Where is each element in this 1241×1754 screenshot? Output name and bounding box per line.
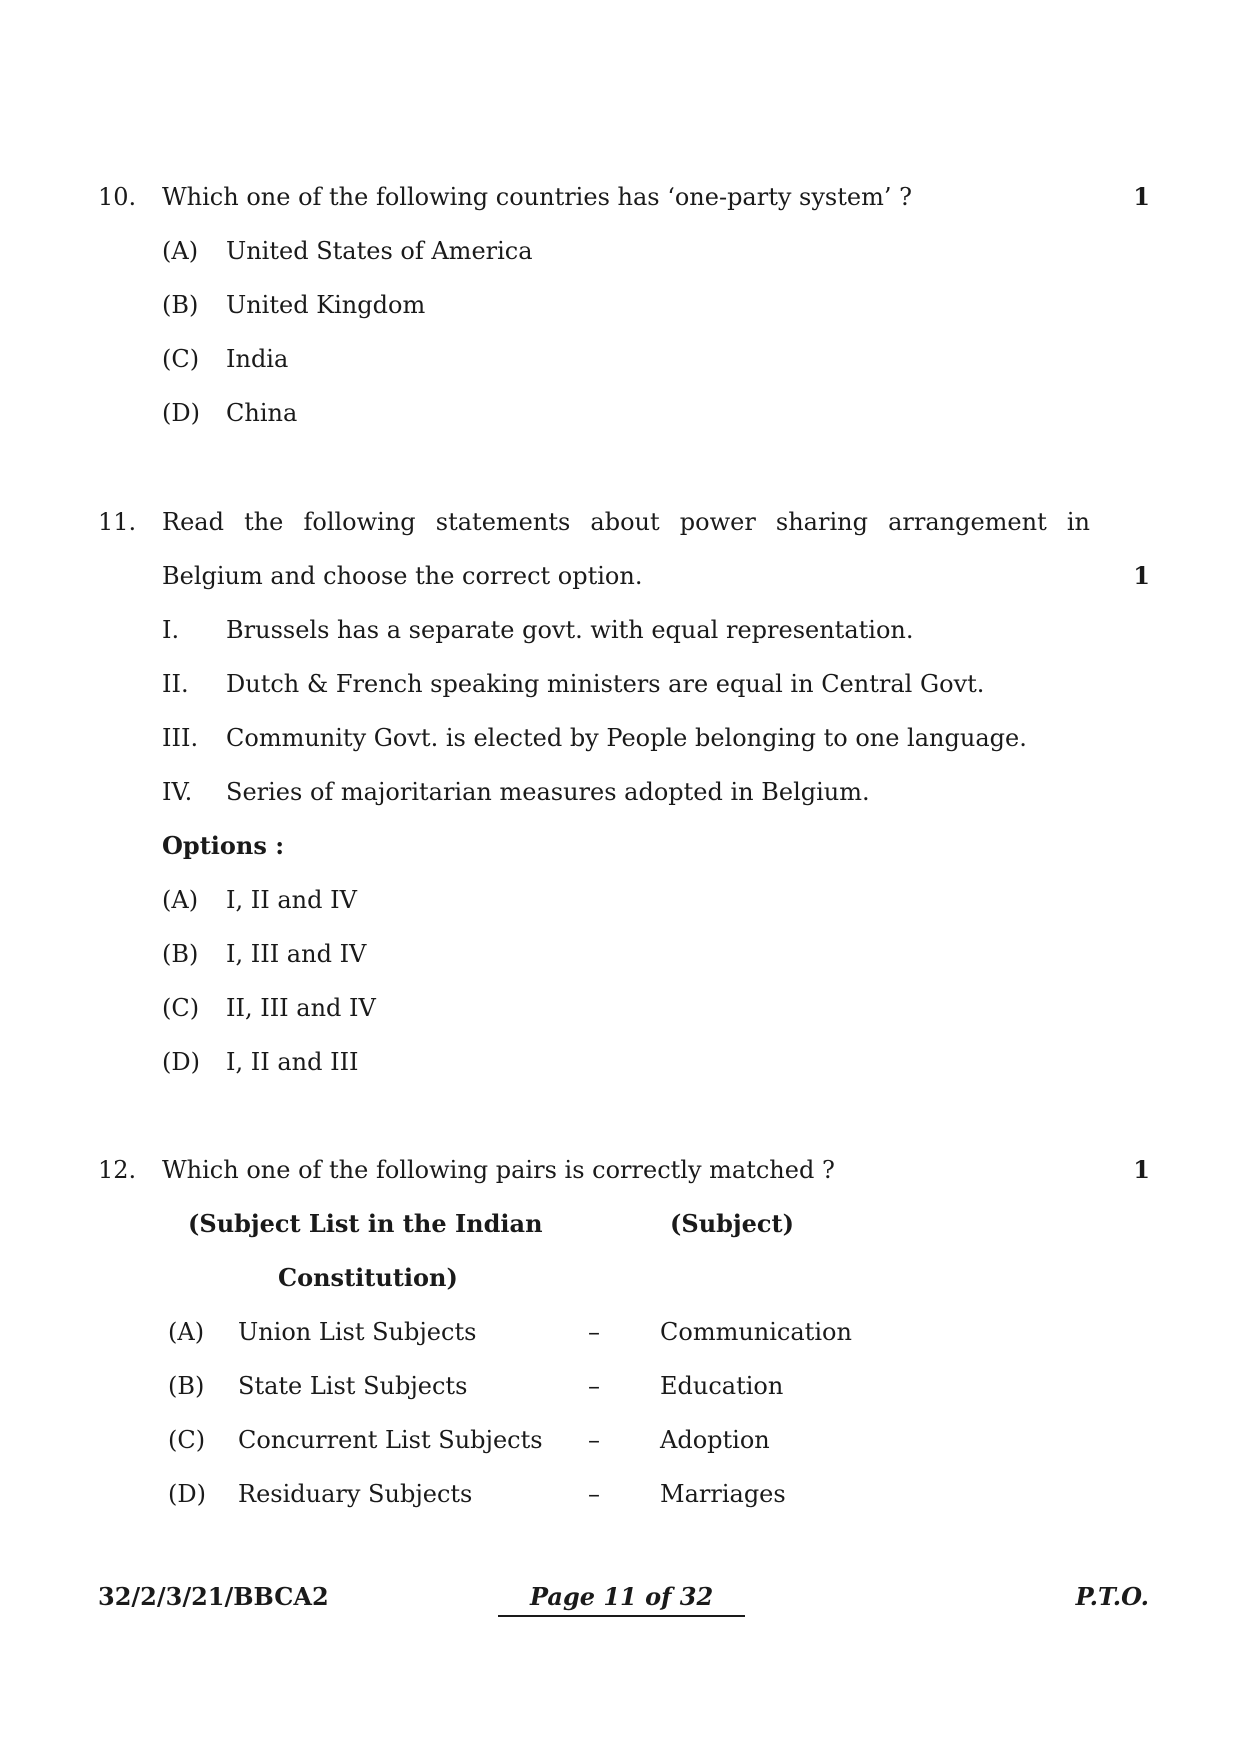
question-marks: 1	[1133, 182, 1150, 211]
pair-left: Concurrent List Subjects	[238, 1426, 543, 1454]
options-heading: Options :	[162, 831, 285, 860]
statement-text: Community Govt. is elected by People belonging to one language.	[226, 724, 1027, 752]
statement-text: Brussels has a separate govt. with equal representation.	[226, 616, 914, 644]
option-text: China	[226, 399, 298, 427]
option-label: (A)	[162, 237, 199, 265]
option-text: I, III and IV	[226, 940, 367, 968]
option-text: United States of America	[226, 237, 533, 265]
column-header-subject: (Subject)	[670, 1209, 794, 1238]
pair-right: Adoption	[660, 1426, 770, 1454]
pair-left: Union List Subjects	[238, 1318, 477, 1346]
option-label: (B)	[162, 291, 199, 319]
pair-label: (D)	[168, 1480, 206, 1508]
question-text-line-2: Belgium and choose the correct option.	[162, 562, 643, 590]
statement-label: III.	[162, 724, 199, 752]
page-number-text: Page 11 of 32	[498, 1582, 745, 1617]
question-text-line-1: Read the following statements about power sharing arrangement in	[162, 508, 1090, 536]
statement-text: Series of majoritarian measures adopted in Belgium.	[226, 778, 870, 806]
page-number	[498, 1580, 745, 1614]
pair-dash: –	[588, 1480, 600, 1508]
paper-code: 32/2/3/21/BBCA2	[98, 1582, 329, 1611]
statement-label: II.	[162, 670, 189, 698]
option-text: I, II and IV	[226, 886, 357, 914]
question-text: Which one of the following countries has ‘one-party system’ ?	[162, 183, 912, 211]
question-number: 12.	[98, 1156, 137, 1184]
option-label: (A)	[162, 886, 199, 914]
pair-right: Communication	[660, 1318, 852, 1346]
option-text: United Kingdom	[226, 291, 426, 319]
pair-dash: –	[588, 1426, 600, 1454]
pair-label: (C)	[168, 1426, 206, 1454]
option-label: (D)	[162, 399, 200, 427]
option-text: I, II and III	[226, 1048, 359, 1076]
option-label: (B)	[162, 940, 199, 968]
column-header-subject-list: (Subject List in the Indian	[188, 1209, 543, 1238]
pair-dash: –	[588, 1318, 600, 1346]
statement-label: IV.	[162, 778, 193, 806]
question-marks: 1	[1133, 1155, 1150, 1184]
option-label: (D)	[162, 1048, 200, 1076]
pair-dash: –	[588, 1372, 600, 1400]
question-text: Which one of the following pairs is correctly matched ?	[162, 1156, 835, 1184]
pair-left: State List Subjects	[238, 1372, 468, 1400]
pair-right: Marriages	[660, 1480, 786, 1508]
pair-label: (B)	[168, 1372, 205, 1400]
question-number: 11.	[98, 508, 137, 536]
option-text: II, III and IV	[226, 994, 376, 1022]
pair-left: Residuary Subjects	[238, 1480, 473, 1508]
statement-text: Dutch & French speaking ministers are equal in Central Govt.	[226, 670, 985, 698]
question-marks: 1	[1133, 561, 1150, 590]
please-turn-over: P.T.O.	[1075, 1582, 1149, 1611]
option-label: (C)	[162, 345, 200, 373]
question-number: 10.	[98, 183, 137, 211]
pair-right: Education	[660, 1372, 784, 1400]
pair-label: (A)	[168, 1318, 205, 1346]
option-text: India	[226, 345, 289, 373]
statement-label: I.	[162, 616, 180, 644]
column-header-subject-list-line-2: Constitution)	[278, 1263, 458, 1292]
option-label: (C)	[162, 994, 200, 1022]
